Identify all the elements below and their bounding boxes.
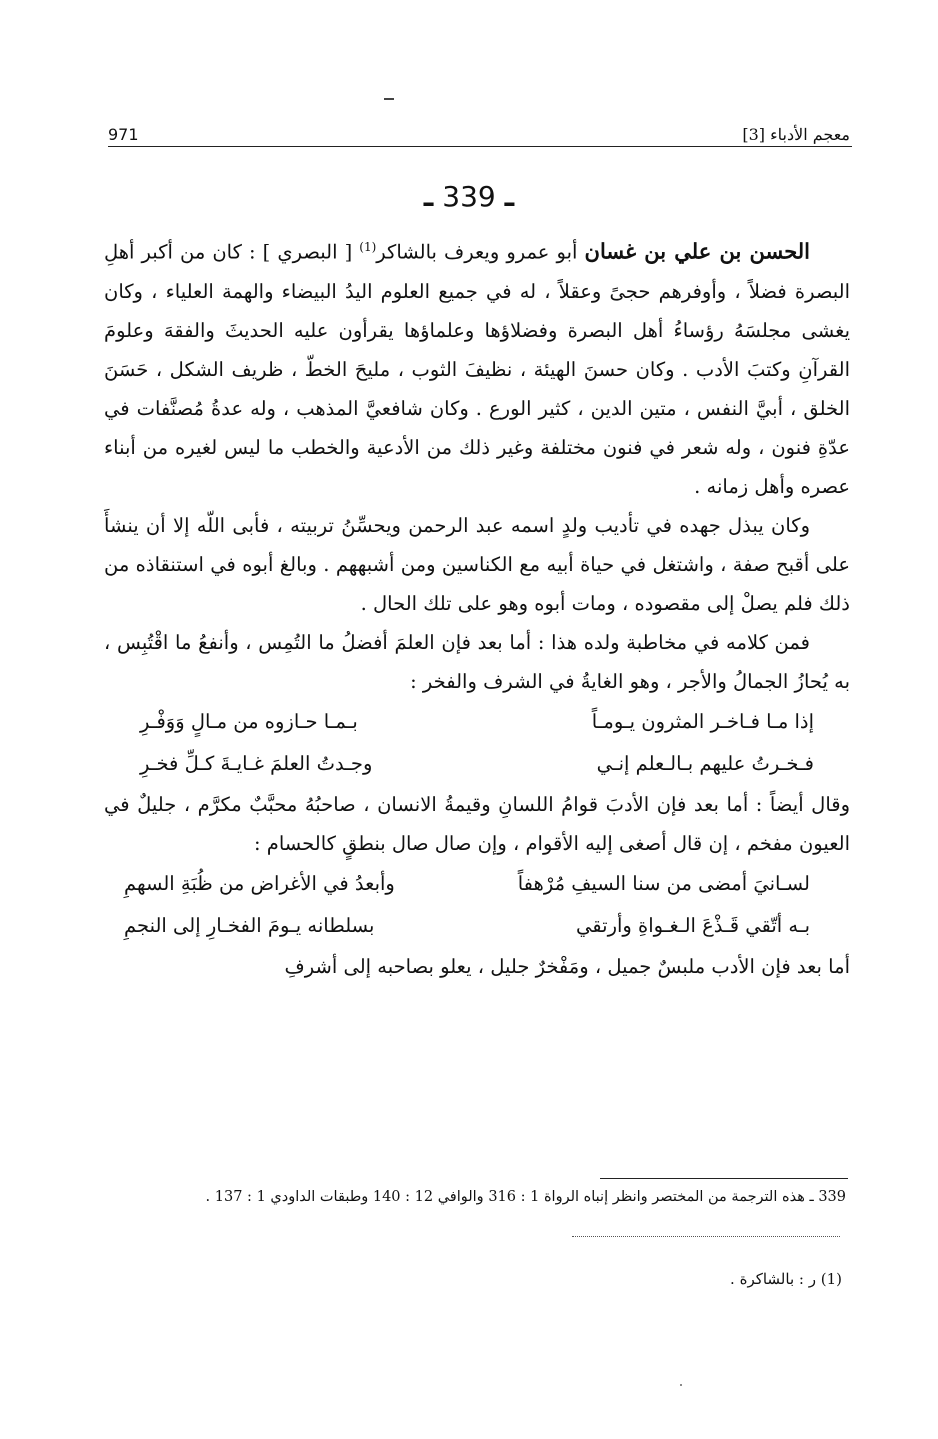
- verse-second-hemistich: وأبعدُ في الأغراض من ظُبَةِ السهمِ: [124, 871, 395, 895]
- verse-second-hemistich: وجـدتُ العلمَ غـايـةَ كـلِّ فخـرِ: [140, 751, 373, 775]
- source-footnote: 339 ـ هذه الترجمة من المختصر وانظر إنباه الرواة 1 : 316 والوافي 12 : 140 وطبقات الداودي 1 : 137 .: [205, 1189, 846, 1205]
- paragraph-1: [104, 228, 850, 506]
- page-number: 971: [108, 125, 139, 144]
- entry-body: [104, 228, 850, 986]
- footnote-1: (1) ر : بالشاكرة .: [730, 1270, 842, 1288]
- verse-line: [104, 863, 850, 905]
- verse-line: [104, 701, 850, 743]
- paragraph-4: وقال أيضاً : أما بعد فإن الأدبَ قوامُ اللسانِ وقيمةُ الانسان ، صاحبُهُ محبَّبٌ مكرَّم ، جليلٌ في العيون مفخم ، إن قال أصغى إليه الأقوام ، وإن صال صال بنطقٍ كالحسام :: [104, 792, 850, 855]
- footnote-rule: [600, 1178, 848, 1179]
- book-title: معجم الأدباء [3]: [742, 125, 850, 144]
- verse-second-hemistich: بسلطانه يـومَ الفخـارِ إلى النجمِ: [124, 913, 375, 937]
- paragraph-3: فمن كلامه في مخاطبة ولده هذا : أما بعد فإن العلمَ أفضلُ ما التُمِس ، وأنفعُ ما اقْتُبِس ، به يُحازُ الجمالُ والأجر ، وهو الغايةُ في الشرف والفخر :: [104, 630, 850, 693]
- entry-number: 339: [442, 180, 496, 213]
- running-head: [108, 104, 850, 144]
- verse-first-hemistich: بـه أتّقي قَـذْعَ الـغـواةِ وأرتقي: [576, 913, 810, 937]
- header-rule: [108, 146, 852, 147]
- scan-speck: [680, 1384, 682, 1386]
- top-dash: [384, 98, 394, 100]
- paragraph-5: أما بعد فإن الأدب ملبسٌ جميل ، ومَفْخرٌ جليل ، يعلو بصاحبه إلى أشرفِ: [284, 954, 850, 978]
- entry-text: [ البصري ] : كان من أكبر أهلِ البصرة فضلاً ، وأوفرهم حجىً وعقلاً ، له في جميع العلوم اليدُ البيضاء والهمة العلياء ، وكان يغشى مجلسَهُ رؤساءُ أهل البصرة وفضلاؤها وعلماؤها يقرأون عليه الحديثَ والفقهَ وعلومَ القرآنِ وكتبَ الأدب . وكان حسنَ الهيئة ، نظيفَ الثوب ، مليحَ الخطّ ، ظريف الشكل ، حَسَنَ الخلق ، أبيَّ النفس ، متين الدين ، كثير الورع . وكان شافعيَّ المذهب ، وله عدةُ مُصنَّفات في عدّةِ فنون ، وله شعر في فنون مختلفة وغير ذلك من الأدعية والخطب ما ليس لغيره من أبناء عصره وأهل زمانه .: [104, 240, 850, 498]
- verse-second-hemistich: بـمـا حـازوه من مـالٍ وَوَفْـرِ: [140, 709, 358, 733]
- verse-line: [104, 905, 850, 947]
- verse-first-hemistich: فـخـرتُ عليهم بـالـعلم إنـي: [596, 751, 814, 775]
- entry-number-heading: ـ 339 ـ: [423, 180, 515, 213]
- verse-first-hemistich: إذا مـا فـاخـر المثرون يـومـاً: [591, 709, 814, 733]
- paragraph-2: وكان يبذل جهده في تأديب ولدٍ اسمه عبد الرحمن ويحسِّنُ تربيته ، فأبى اللّه إلا أن ينشأَ على أقبح صفة ، واشتغل في حياة أبيه مع الكناسين ومن أشبههم . وبالغ أبوه في استنقاذه من ذلك فلم يصلْ إلى مقصوده ، ومات أبوه وهو على تلك الحال .: [104, 513, 850, 615]
- entry-name: الحسن بن علي بن غسان: [584, 238, 810, 264]
- entry-intro: أبو عمرو ويعرف بالشاكر: [376, 240, 585, 264]
- verse-first-hemistich: لسـانيَ أمضى من سنا السيفِ مُرْهفاً: [517, 871, 810, 895]
- verse-line: [104, 743, 850, 785]
- dotted-separator: [572, 1236, 840, 1237]
- footnote-ref: (1): [359, 240, 377, 254]
